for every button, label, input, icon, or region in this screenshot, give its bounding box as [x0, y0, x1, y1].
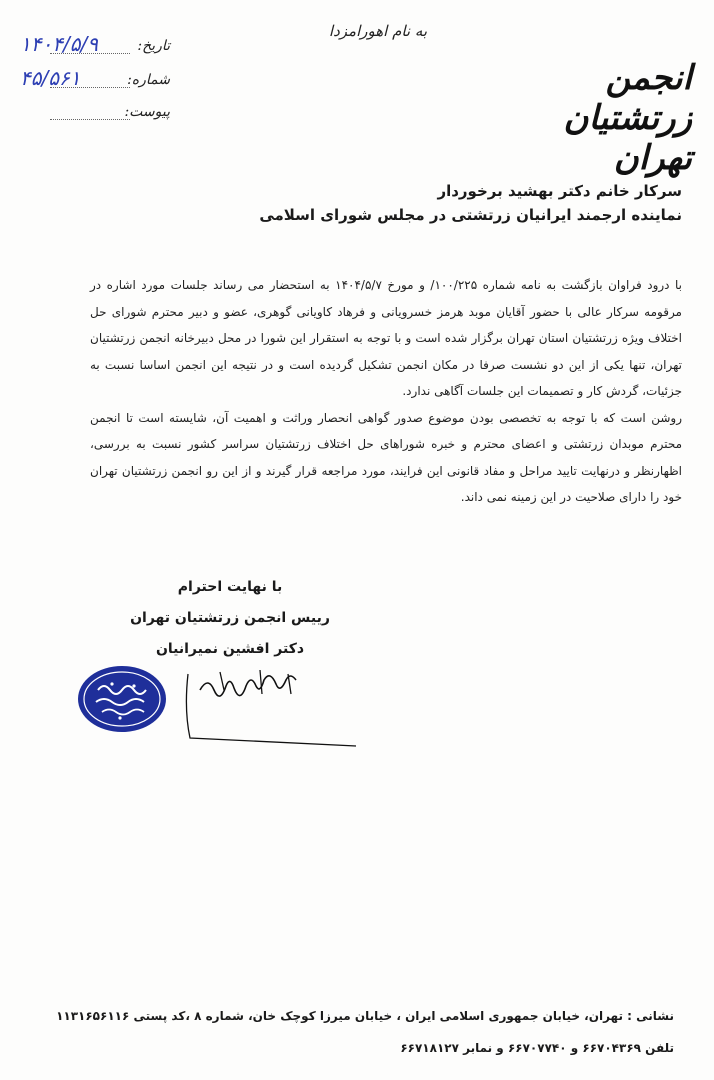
meta-date-row: [20, 32, 170, 60]
closing-name: دکتر افشین نمیرانیان: [155, 641, 305, 657]
meta-number-row: [20, 66, 170, 94]
body-paragraph: روشن است که با توجه به تخصصی بودن موضوع صدور گواهی انحصار وراثت و اهمیت آن، شایسته است تا انجمن محترم موبدان زرتشتی و اعضای محترم و خبره شوراهای حل اختلاف زرتشتیان سراسر کشور نسبت به بررسی، اظهارنظر و درنهایت تایید مراحل و مفاد قانونی این فرایند، مورد مراجعه قرار گیرند و از این رو انجمن زرتشتیان تهران خود را دارای صلاحیت در این زمینه نمی داند.: [90, 410, 682, 504]
body-paragraph: با درود فراوان بازگشت به نامه شماره ۱۰۰/۲۲۵/ و مورخ ۱۴۰۴/۵/۷ به استحضار می رساند جلسات مورد اشاره در مرقومه سرکار عالی با حضور آقایان موبد هرمز خسرویانی و فرهاد کاویانی گوهری، عضو و دبیر محترم شورای حل اختلاف ویژه زرتشتیان استان تهران برگزار شده است و با توجه به استقرار این شورا در محل دبیرخانه انجمن زرتشتیان تهران، تنها یکی از این دو نشست صرفا در مکان انجمن تشکیل گردیده است و در نتیجه این انجمن اساسا نسبت به جزئیات، گردش کار و تصمیمات این جلسات آگاهی ندارد.: [90, 278, 683, 398]
closing-title: رییس انجمن زرتشتیان تهران: [130, 610, 330, 626]
handwritten-signature: [160, 660, 360, 760]
attachment-dotted-line: [50, 119, 130, 120]
footer-contact: [56, 1000, 674, 1064]
number-label: شماره:: [127, 72, 170, 88]
addressee-name: سرکار خانم دکتر بهشید برخوردار: [437, 182, 682, 200]
closing-regards: با نهایت احترام: [177, 579, 283, 595]
society-title: انجمن زرتشتیان تهران: [563, 58, 692, 178]
footer-phones: تلفن ۶۶۷۰۴۳۶۹ و ۶۶۷۰۷۷۴۰ و نمابر ۶۶۷۱۸۱۲۷: [400, 1041, 674, 1055]
footer-address: نشانی : تهران، خیابان جمهوری اسلامی ایران ، خیابان میرزا کوچک خان، شماره ۸ ،کد پستی ۱۱۳۱۶۵۶۱۱۶: [56, 1009, 674, 1023]
number-value: ۴۵/۵۶۱: [20, 66, 81, 90]
date-label: تاریخ:: [137, 38, 170, 54]
meta-attachment-row: [20, 104, 170, 126]
seal-stamp: [76, 664, 168, 734]
date-value: ۱۴۰۴/۵/۹: [20, 32, 98, 56]
addressee-title: نماینده ارجمند ایرانیان زرتشتی در مجلس شورای اسلامی: [259, 206, 682, 224]
addressee-block: [259, 182, 682, 230]
invocation-line: به نام اهورامزدا: [328, 22, 428, 40]
letter-body: [90, 272, 682, 511]
closing-block: [120, 572, 340, 665]
attachment-label: پیوست:: [124, 104, 170, 120]
